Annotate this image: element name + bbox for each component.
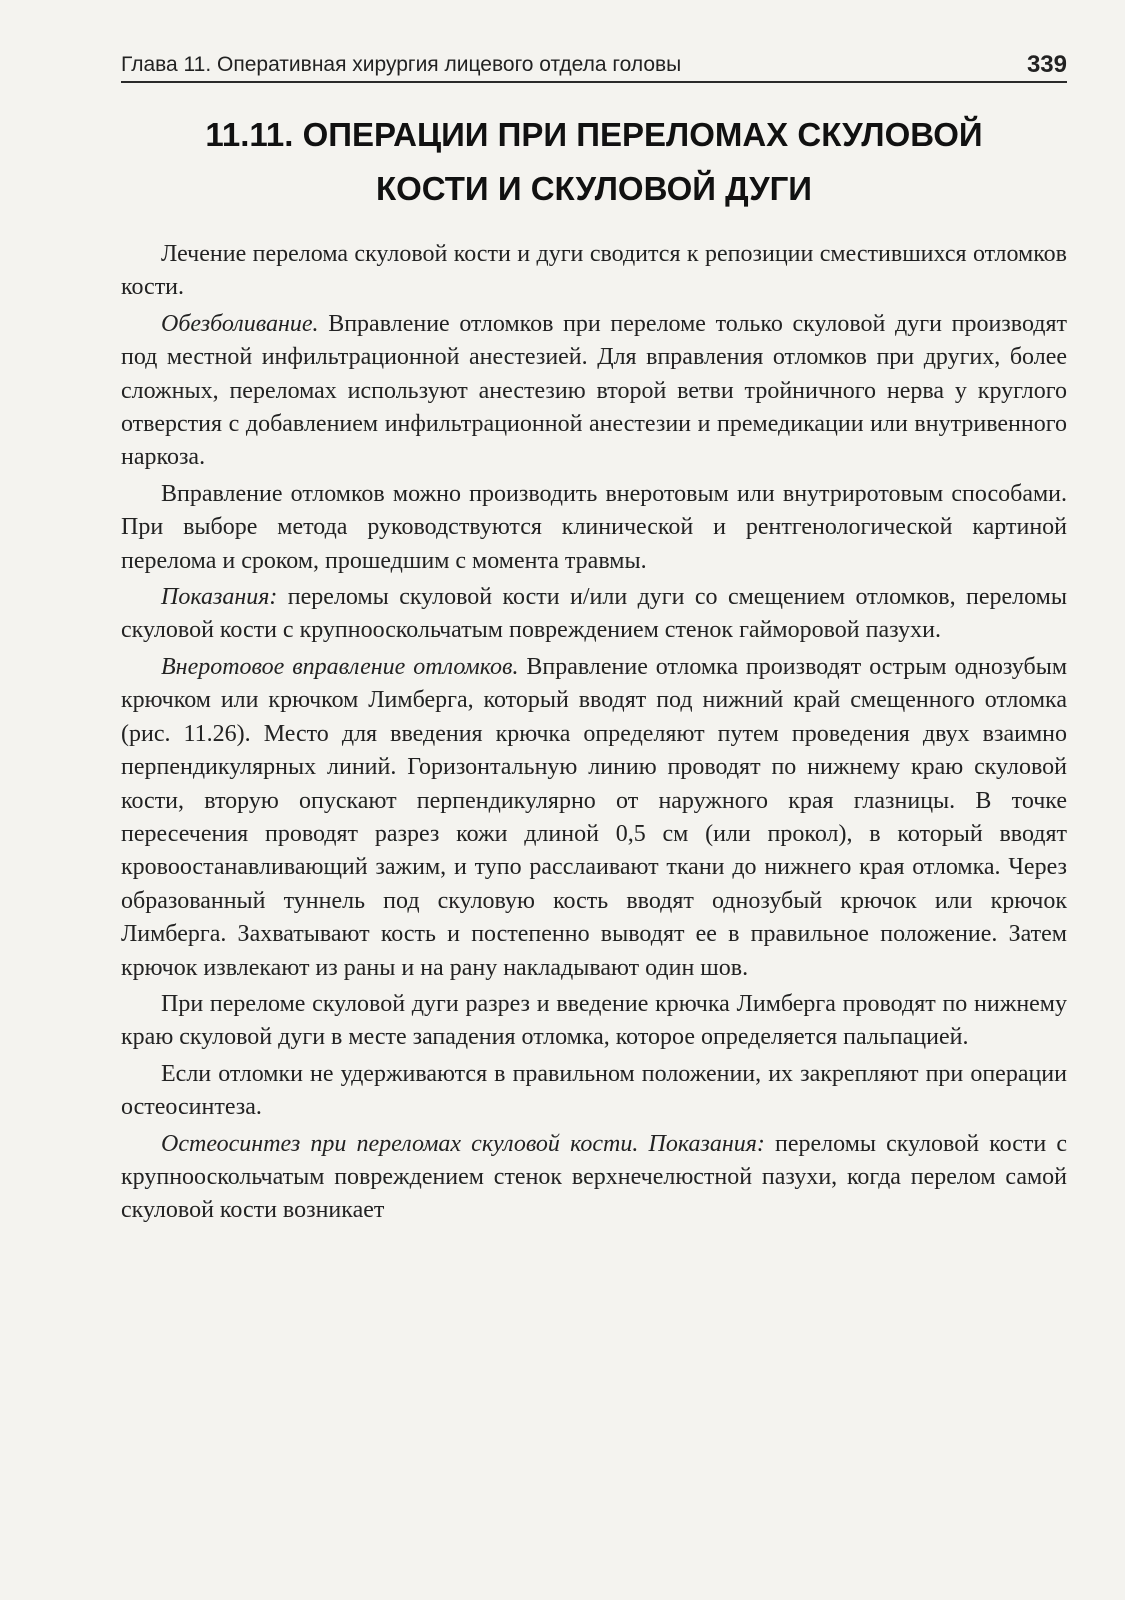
paragraph-text: Вправление отломка производят острым однозубым крючком или крючком Лимберга, который вводят под нижний край смещенного отломка (рис. 11.26). Место для введения крючка определяют путем проведения двух взаимно перпендикулярных линий. Горизонтальную линию проводят по нижнему краю скуловой кости, вторую опускают перпендикулярно от наружного края глазницы. В точке пересечения проводят разрез кожи длиной 0,5 см (или прокол), в который вводят кровоостанавливающий зажим, и тупо расслаивают ткани до нижнего края отломка. Через образованный туннель под скуловую кость вводят однозубый крючок или крючок Лимберга. Захватывают кость и постепенно выводят ее в правильное положение. Затем крючок извлекают из раны и на рану накладывают один шов.	[121, 653, 1068, 981]
paragraph-text: Если отломки не удерживаются в правильном положении, их закрепляют при операции остеосинтеза.	[121, 1060, 1067, 1121]
paragraph	[121, 1058, 1067, 1125]
paragraph-lead: Обезболивание.	[161, 310, 319, 337]
paragraph-lead: Внеротовое вправление отломков.	[161, 653, 519, 680]
chapter-title: Глава 11. Оперативная хирургия лицевого отдела головы	[121, 53, 682, 76]
section-title-line-1: 11.11. ОПЕРАЦИИ ПРИ ПЕРЕЛОМАХ СКУЛОВОЙ	[205, 116, 983, 153]
section-title	[121, 108, 1067, 216]
paragraph	[121, 988, 1067, 1055]
paragraph	[121, 238, 1067, 305]
running-header	[121, 52, 1067, 83]
paragraph-text: переломы скуловой кости и/или дуги со смещением отломков, переломы скуловой кости с крупнооскольчатым повреждением стенок гайморовой пазухи.	[121, 584, 1067, 644]
section-title-line-2: КОСТИ И СКУЛОВОЙ ДУГИ	[375, 170, 813, 207]
page-number: 339	[1026, 51, 1067, 78]
paragraph-lead: Остеосинтез при переломах скуловой кости. Показания:	[161, 1130, 765, 1157]
paragraph	[121, 581, 1067, 648]
paragraph	[121, 478, 1067, 578]
paragraph-text: Вправление отломков можно производить внеротовым или внутриротовым способами. При выборе метода руководствуются клинической и рентгенологической картиной перелома и сроком, прошедшим с момента травмы.	[121, 480, 1067, 574]
paragraph-text: При переломе скуловой дуги разрез и введение крючка Лимберга проводят по нижнему краю скуловой дуги в месте западения отломка, которое определяется пальпацией.	[121, 990, 1067, 1051]
paragraph	[121, 1128, 1067, 1228]
paragraph-text: Лечение перелома скуловой кости и дуги сводится к репозиции сместившихся отломков кости.	[121, 241, 1067, 301]
paragraph-lead: Показания:	[161, 584, 278, 611]
paragraph-text: переломы скуловой кости с крупнооскольчатым повреждением стенок верхнечелюстной пазухи, когда перелом самой скуловой кости возникает	[121, 1130, 1068, 1224]
paragraph-text: Вправление отломков при переломе только скуловой дуги производят под местной инфильтрационной анестезией. Для вправления отломков при других, более сложных, переломах используют анестезию второй ветви тройничного нерва у круглого отверстия с добавлением инфильтрационной анестезии и премедикации или внутривенного наркоза.	[121, 310, 1067, 471]
body-text	[121, 238, 1067, 1228]
paragraph	[121, 651, 1067, 985]
paragraph	[121, 308, 1067, 475]
